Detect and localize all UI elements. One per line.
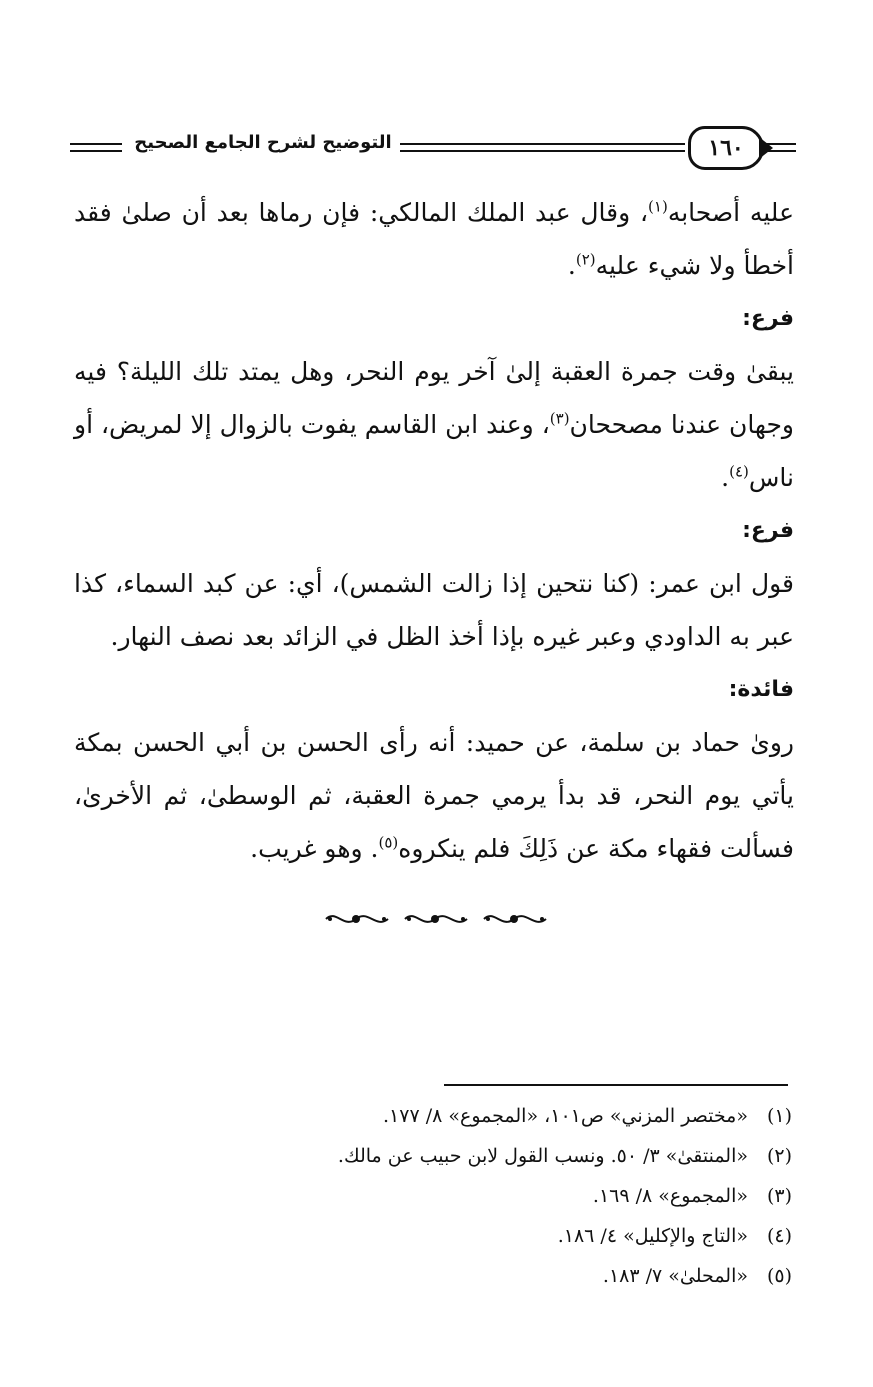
- footnote-ref: (٢): [575, 250, 596, 269]
- page-header: [70, 128, 796, 168]
- section-heading: فرع:: [742, 518, 794, 543]
- footnote-number: (٥): [766, 1265, 792, 1287]
- footnotes: [240, 1096, 792, 1296]
- paragraph: يبقىٰ وقت جمرة العقبة إلىٰ آخر يوم النحر، وهل يمتد تلك الليلة؟ فيه وجهان عندنا مصححان$^{(٣)}$، وعند ابن القاسم يفوت بالزوال إلا لمريض، أو ناس$^{(٤)}$.: [74, 357, 794, 492]
- paragraph: عليه أصحابه$^{(١)}$، وقال عبد الملك المالكي: فإن رماها بعد أن صلىٰ فقد أخطأ ولا شيء عليه$^{(٢)}$.: [74, 197, 794, 280]
- footnote-item: [240, 1136, 792, 1176]
- footnote-text: «المجموع» ٨/ ١٦٩.: [592, 1185, 748, 1207]
- running-title: التوضيح لشرح الجامع الصحيح: [134, 132, 392, 153]
- ornament-icon: [401, 907, 471, 931]
- footnote-item: [240, 1096, 792, 1136]
- footnote-separator: [444, 1084, 788, 1086]
- paragraph: روىٰ حماد بن سلمة، عن حميد: أنه رأى الحسن بن أبي الحسن بمكة يأتي يوم النحر، قد بدأ يرمي جمرة العقبة، ثم الوسطىٰ، ثم الأخرىٰ، فسألت فقهاء مكة عن ذَلِكَ فلم ينكروه$^{(٥)}$. وهو غريب.: [74, 728, 794, 863]
- footnote-ref: (١): [648, 197, 668, 216]
- footnote-text: «المنتقىٰ» ٣/ ٥٠. ونسب القول لابن حبيب عن مالك.: [337, 1145, 748, 1167]
- footnote-text: «المحلىٰ» ٧/ ١٨٣.: [602, 1265, 748, 1287]
- footnote-text: «مختصر المزني» ص١٠١، «المجموع» ٨/ ١٧٧.: [383, 1105, 748, 1127]
- header-rule-right: [760, 143, 796, 152]
- paragraph: قول ابن عمر: (كنا نتحين إذا زالت الشمس)، أي: عن كبد السماء، كذا عبر به الداودي وعبر غيره بإذا أخذ الظل في الزائد بعد نصف النهار.: [74, 569, 794, 651]
- footnote-number: (٣): [766, 1185, 792, 1207]
- footnote-item: [240, 1176, 792, 1216]
- section-heading: فائدة:: [728, 677, 794, 702]
- main-text: [74, 186, 794, 875]
- header-rule-left: [70, 143, 122, 152]
- footnote-ref: (٥): [378, 833, 399, 852]
- header-rule-middle: [400, 143, 685, 152]
- ornament-icon: [480, 907, 550, 931]
- footnote-number: (٢): [766, 1145, 792, 1167]
- footnote-number: (١): [766, 1105, 792, 1127]
- footnote-item: [240, 1256, 792, 1296]
- section-heading: فرع:: [742, 306, 794, 331]
- footnote-item: [240, 1216, 792, 1256]
- footnote-ref: (٤): [729, 462, 749, 481]
- ornament-divider: [322, 904, 550, 934]
- footnote-number: (٤): [766, 1225, 792, 1247]
- footnote-text: «التاج والإكليل» ٤/ ١٨٦.: [557, 1225, 748, 1247]
- ornament-icon: [322, 907, 392, 931]
- page-number: ١٦٠: [688, 126, 764, 170]
- footnote-ref: (٣): [549, 409, 570, 428]
